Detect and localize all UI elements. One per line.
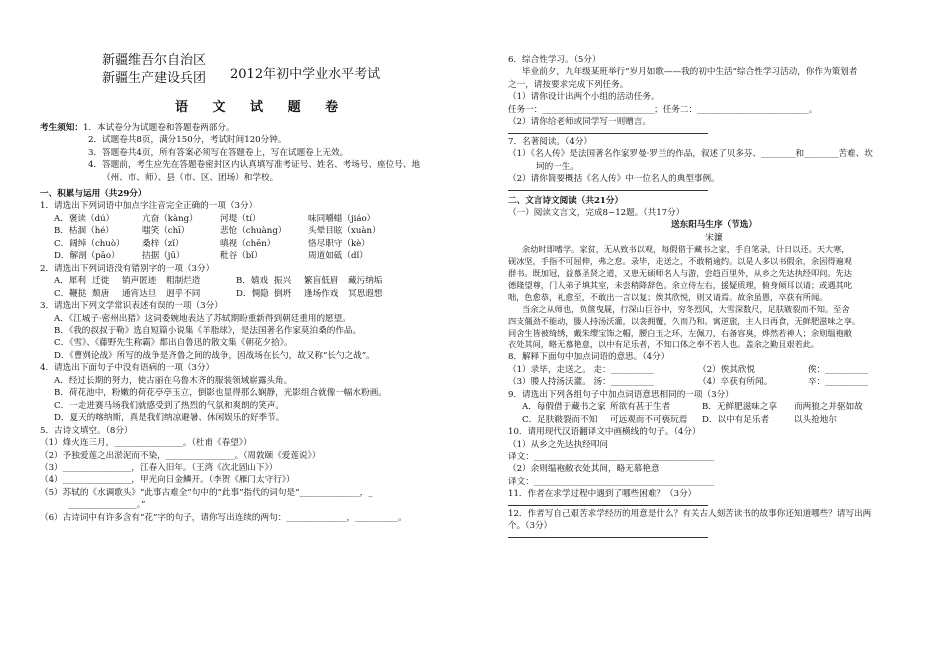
region-bingtuan: 新疆生产建设兵团 [102, 71, 207, 86]
q1-option: 悲怆（chuàng） [220, 226, 287, 237]
q1-option: 亢奋（kàng） [142, 213, 198, 224]
question-1: 1．请选出下列词语中加点字注音完全正确的一项（3分） [40, 201, 258, 212]
q2-option: 粗制烂造 [166, 276, 201, 287]
q10-part-b: （2）余则缊袍敝衣处其间，略无慕艳意 [508, 464, 660, 475]
notice-item: 3．答题卷共4页，所有答案必须写在答题卷上，写在试题卷上无效。 [88, 147, 349, 158]
q1-option: 河堤（tí） [220, 213, 261, 224]
q6-part-a: （1）请你设计出两个小组的活动任务。 [508, 92, 660, 103]
q9-row: A．每假借于藏书之家 所欲有甚于生者 B．无鲜肥滋味之享 而两狼之并驱如故 [522, 402, 863, 413]
q6-description: 之一，请按要求完成下列任务。 [508, 79, 629, 90]
essay-title: 送东阳马生序（节选） [671, 220, 757, 231]
essay-line: 咄，色愈恭，礼愈至，不敢出一言以复；俟其欣悦，则又请焉。故余虽愚，卒获有所闻。 [508, 291, 828, 302]
exam-title: 2012年初中学业水平考试 [230, 67, 381, 82]
q1-option-row [40, 213, 472, 225]
q2-option: 销声匿迹 [122, 276, 157, 287]
answer-line [508, 133, 708, 134]
q2-option: C．鞭挞 [54, 288, 87, 299]
section-intro: （一）阅读文言文，完成8~12题。（共17分） [508, 207, 685, 218]
q4-option: B．荷花池中，粉嫩的荷花亭亭玉立，倒影也显得那么娴静，光影组合就像一幅水粉画。 [54, 388, 387, 399]
q5-item: （6）古诗词中有许多含有“花”字的句子，请你写出连续的两句：______________，__________。 [40, 512, 407, 523]
q2-option: 通宵达旦 [122, 288, 157, 299]
q1-option: 恪尽职守（kè） [308, 238, 370, 249]
q1-option-row [40, 225, 472, 237]
question-4: 4．请选出下面句子中没有语病的一项（3分） [40, 363, 215, 374]
notice-block [40, 122, 472, 184]
q2-option: 迁徙 [92, 276, 110, 287]
question-10: 10．请用现代汉语翻译文中画横线的句子。（4分） [508, 427, 701, 438]
q6-task-blanks: 任务一：__________________________；任务二：__________________________。 [508, 104, 818, 115]
q4-option: A．经过长期的努力，使古丽在乌鲁木齐的服装领域崭露头角。 [54, 375, 293, 386]
q1-option: 桑梓（zǐ） [142, 238, 184, 249]
q7-part-b: （2）请你简要概括《名人传》中一位名人的典型事例。 [508, 174, 720, 185]
essay-line: 当余之从师也，负箧曳屣，行深山巨谷中，穷冬烈风，大雪深数尺，足肤皲裂而不知。至舍 [522, 303, 850, 314]
q4-option: D．夏天的喀纳斯，真是我们纳凉避暑、休闲娱乐的好季节。 [54, 413, 285, 424]
question-7: 7．名著阅读。（4分） [508, 136, 592, 147]
essay-line: 同舍生皆被绮绣，戴朱缨宝饰之帽，腰白玉之环，左佩刀，右备容臭，烨然若神人；余则缊袍敝 [508, 327, 852, 338]
essay-line: 余幼时即嗜学。家贫，无从致书以观，每假借于藏书之家，手自笔录，计日以还。天大寒， [522, 244, 850, 255]
q7-part-a: （1）《名人传》是法国著名作家罗曼·罗兰的作品，叙述了贝多芬、________和________苦难、坎 [508, 149, 873, 160]
notice-item: 2．试题卷共8页，满分150分，考试时间120分钟。 [88, 135, 287, 146]
notice-item: 1．本试卷分为试题卷和答题卷两部分。 [82, 123, 235, 133]
q3-option: A．《江城子·密州出猎》这词委婉地表达了苏轼期盼重新得到朝廷重用的愿望。 [54, 313, 351, 324]
q2-option: 冥思遐想 [348, 288, 383, 299]
region-names [102, 52, 206, 88]
question-11: 11．作者在求学过程中遇到了哪些困难？（3分） [508, 489, 697, 500]
section-one-cont [508, 54, 920, 540]
answer-line [508, 537, 708, 538]
q2-option: 藏污纳垢 [348, 276, 383, 287]
q10-part-a: （1）从乡之先达执经叩问 [508, 439, 608, 450]
q2-option: A．犀利 [54, 276, 86, 287]
q8-row: （3）媵人持汤沃灌。 汤：__________ （4）卒获有所闻。 卒：__________ [508, 377, 869, 388]
q5-item: （4）________________，甲光向日金鳞开。（李贺《雁门太守行》） [40, 475, 295, 486]
q2-option-row [40, 288, 472, 300]
question-12: 12．作者写自己艰苦求学经历的用意是什么？有关古人刻苦读书的故事你还知道哪些？请写出两 [508, 508, 872, 519]
q2-option: 迥乎不同 [166, 288, 201, 299]
q5-item: （3）________________，江春入旧年。（王湾《次北固山下》） [40, 462, 278, 473]
question-8: 8．解释下面句中加点词语的意思。（4分） [508, 352, 670, 363]
question-9: 9．请选出下列各组句子中加点词语意思相同的一项（3分） [508, 389, 734, 400]
q1-option: 嗤笑（chī） [142, 226, 190, 237]
q3-option: B．《我的叔叔于勒》选自短篇小说集《羊脂球》，是法国著名作家莫泊桑的作品。 [54, 325, 362, 336]
answer-line [508, 505, 708, 506]
q5-item: （5）苏轼的《水调歌头》“此事古难全”句中的“此事”指代的词句是“______________，_ [40, 487, 373, 498]
q2-option: 颓唐 [92, 288, 110, 299]
q1-option-row [40, 250, 472, 262]
q1-option: C．阔绰（chuò） [54, 238, 125, 249]
q8-row: （1）录毕，走送之。 走：__________ （2）俟其欣悦 俟：__________ [508, 364, 869, 375]
section-one [40, 188, 472, 524]
q1-options [40, 213, 472, 263]
essay-author: 宋濂 [705, 232, 723, 243]
q2-options [40, 275, 472, 300]
question-6: 6．综合性学习。（5分） [508, 55, 601, 65]
q2-option: 逢场作戏 [304, 288, 339, 299]
question-5: 5．古诗文填空。（8分） [40, 425, 133, 436]
q1-option: 嗔视（chēn） [220, 238, 276, 249]
essay-line: 衣处其间，略无慕艳意，以中有足乐者，不知口体之奉不若人也。盖余之勤且艰若此。 [508, 339, 820, 350]
translation-blank: 译文：__________________________________________ [508, 451, 715, 462]
essay-line: 群书。既加冠，益慕圣贤之道，又患无硕师名人与游，尝趋百里外，从乡之先达执经叩问。先达 [508, 268, 852, 279]
q1-option: 周道如砥（dǐ） [308, 251, 368, 262]
q2-option: 振兴 [274, 276, 292, 287]
notice-item: 4．答题前，考生应先在答题卷密封区内认真填写准考证号、姓名、考场号、座位号、地 [88, 160, 421, 171]
q2-option: B．嬉戏 [236, 276, 269, 287]
paper-title: 语 文 试 题 卷 [175, 100, 349, 115]
q3-option: D．《曹刿论战》所写的战争是齐鲁之间的战争，因战场在长勺，故又称“长勺之战”。 [54, 350, 375, 361]
q3-option: C．《雪》、《藤野先生称霸》都出自鲁迅的散文集《朝花夕拾》。 [54, 338, 293, 349]
q2-option: D．惆隐 [236, 288, 269, 299]
answer-line [508, 190, 708, 191]
section-heading: 一、积累与运用（共29分） [40, 189, 147, 199]
q5-item: （2）予独爱莲之出淤泥而不染，________________。（周敦颐《爱莲说》） [40, 450, 321, 461]
essay-line: 德隆望尊，门人弟子填其室，未尝稍降辞色。余立侍左右，援疑质理，俯身倾耳以请；或遇其叱 [508, 280, 852, 291]
q6-part-b: （2）请你给老师或同学写一则赠言。 [508, 117, 651, 128]
q1-option: A．褒读（dú） [54, 213, 115, 224]
question-3: 3．请选出下列文学常识表述有误的一项（3分） [40, 301, 223, 312]
question-2: 2．请选出下列词语没有错别字的一项（3分） [40, 263, 215, 274]
q1-option: 头晕目眩（xuàn） [308, 226, 381, 237]
q1-option: D．解剖（pāo） [54, 251, 120, 262]
q7-part-a-cont: 坷的一生。 [536, 161, 579, 172]
q2-option: 繁盲低眉 [304, 276, 339, 287]
essay-line: 砚冰坚，手指不可屈伸，弗之怠。录毕，走送之，不敢稍逾约。以是人多以书假余，余因得遍观 [508, 256, 852, 267]
section-heading: 二、文言诗文阅读（共21分） [508, 195, 624, 206]
q9-row: C．足肤皲裂而不知 可远观而不可亵玩焉 D．以中有足乐者 以头抢地尔 [522, 414, 837, 425]
translation-blank: 译文：__________________________________________ [508, 476, 715, 487]
notice-label: 考生须知： [40, 123, 83, 133]
q6-description: 毕业前夕，九年级某班举行“岁月如歌——我的初中生活”综合性学习活动，你作为策划者 [522, 67, 858, 78]
q1-option: 味同嚼蜡（jiáo） [308, 213, 376, 224]
region-xinjiang: 新疆维吾尔自治区 [102, 53, 207, 68]
q1-option: 秕谷（bǐ） [220, 251, 263, 262]
q1-option: B．枯涸（hé） [54, 226, 114, 237]
question-12-cont: 个。（3分） [508, 521, 553, 532]
q5-item: ________________。” [68, 500, 146, 511]
essay-line: 四支僵劲不能动，媵人持汤沃灌，以衾拥覆，久而乃和。寓逆旅，主人日再食，无鲜肥滋味之享。 [508, 315, 861, 326]
q2-option: 倒坍 [274, 288, 292, 299]
notice-item: （州、市、师）、县（市、区、团场）和学校。 [102, 172, 279, 183]
q4-option: C．一走进赛马场我们就感受到了热烈的气氛和爽朗的笑声。 [54, 400, 285, 411]
q1-option-row [40, 238, 472, 250]
q5-item: （1）烽火连三月，________________。（杜甫《春望》） [40, 438, 252, 449]
q1-option: 拮据（jū） [142, 251, 185, 262]
essay-body [508, 244, 920, 351]
q2-option-row [40, 275, 472, 287]
